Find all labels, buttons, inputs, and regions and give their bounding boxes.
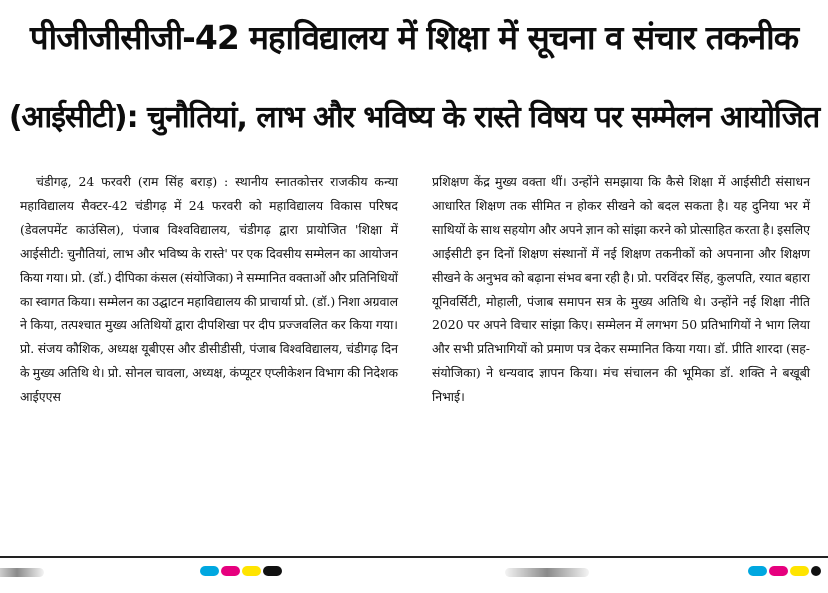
cyan-registration-mark bbox=[200, 566, 219, 576]
registration-marks-right bbox=[748, 566, 823, 578]
article-paragraph: प्रशिक्षण केंद्र मुख्य वक्ता थीं। उन्होंने समझाया कि कैसे शिक्षा में आईसीटी संसाधन आधारित शिक्षण तक सीमित न होकर सीखने को बदल सकता है। यह दुनिया भर में साथियों के साथ सहयोग और अपने ज्ञान को सांझा करने को प्रोत्साहित करता है। इसलिए आईसीटी इन दिनों शिक्षण संस्थानों में नई शिक्षण तकनीकों को अपनाना और शिक्षण सीखने के अनुभव को बढ़ाना संभव बना रही है। प्रो. परविंदर सिंह, कुलपति, रयात बहारा यूनिवर्सिटी, मोहाली, पंजाब समापन सत्र के मुख्य अतिथि थे। उन्होंने नई शिक्षा नीति 2020 पर अपने विचार सांझा किए। सम्मेलन में लगभग 50 प्रतिभागियों ने भाग लिया और सभी प्रतिभागियों को प्रमाण पत्र देकर सम्मानित किया गया। डॉ. प्रीति शारदा (सह-संयोजिका) ने धन्यवाद ज्ञापन किया। मंच संचालन की भूमिका डॉ. शक्ति ने बखूबी निभाई। bbox=[432, 174, 810, 405]
article-body bbox=[20, 170, 810, 409]
headline-line-2: (आईसीटी): चुनौतियां, लाभ और भविष्य के रास्ते विषय पर सम्मेलन आयोजित bbox=[8, 100, 820, 135]
yellow-registration-mark bbox=[790, 566, 809, 576]
yellow-registration-mark bbox=[242, 566, 261, 576]
magenta-registration-mark bbox=[769, 566, 788, 576]
registration-marks-left bbox=[200, 566, 284, 578]
print-gray-strip-left bbox=[0, 568, 44, 577]
black-registration-mark bbox=[263, 566, 282, 576]
black-registration-mark bbox=[811, 566, 821, 576]
article-paragraph: चंडीगढ़, 24 फरवरी (राम सिंह बराड़) : स्थानीय स्नातकोत्तर राजकीय कन्या महाविद्यालय सैक्टर-42 चंडीगढ़ में 24 फरवरी को महाविद्यालय विकास परिषद (डेवलपमेंट काउंसिल), पंजाब विश्वविद्यालय, चंडीगढ़ द्वारा प्रायोजित 'शिक्षा में आईसीटी: चुनौतियां, लाभ और भविष्य के रास्ते' पर एक दिवसीय सम्मेलन का आयोजन किया गया। प्रो. (डॉ.) दीपिका कंसल (संयोजिका) ने सम्मानित वक्ताओं और प्रतिनिधियों का स्वागत किया। सम्मेलन का उद्घाटन महाविद्यालय की प्राचार्या प्रो. (डॉ.) निशा अग्रवाल ने किया, तत्पश्चात मुख्य अतिथियों द्वारा दीपशिखा पर दीप प्रज्जवलित कर किया गया। प्रो. संजय कौशिक, अध्यक्ष यूबीएस और डीसीडीसी, पंजाब विश्वविद्यालय, चंडीगढ़ दिन के मुख्य अतिथि थे। प्रो. सोनल चावला, अध्यक्ष, कंप्यूटर एप्लीकेशन विभाग की निदेशक आईएएस bbox=[20, 174, 398, 405]
bottom-divider-line bbox=[0, 556, 828, 558]
article-column-left bbox=[20, 170, 398, 409]
article-column-right bbox=[432, 170, 810, 409]
cyan-registration-mark bbox=[748, 566, 767, 576]
magenta-registration-mark bbox=[221, 566, 240, 576]
headline-line-1: पीजीजीसीजी-42 महाविद्यालय में शिक्षा में सूचना व संचार तकनीक bbox=[29, 18, 799, 57]
print-gray-strip-center bbox=[505, 568, 589, 577]
